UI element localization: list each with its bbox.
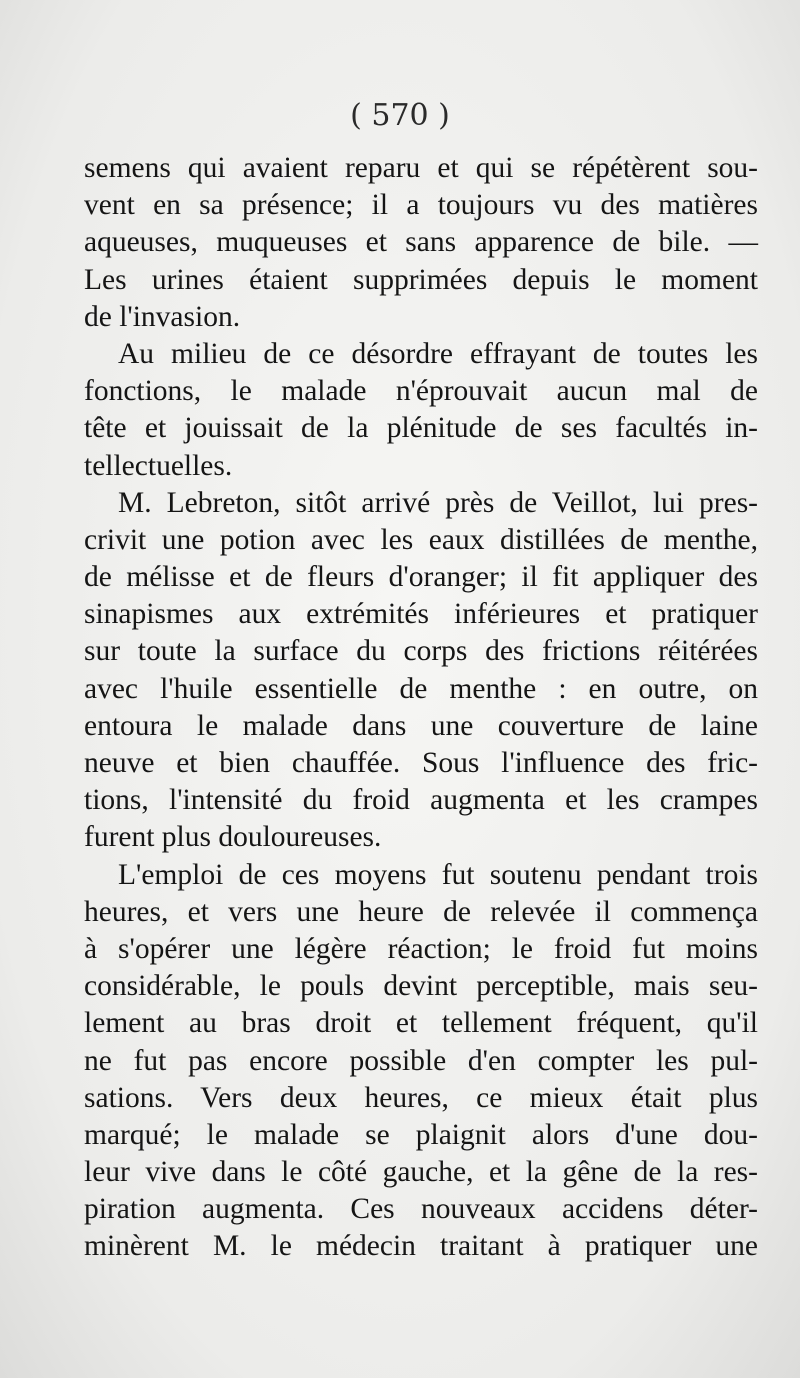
text-line: crivit une potion avec les eaux distillées de menthe,: [84, 523, 758, 556]
text-line: heures, et vers une heure de relevée il commença: [84, 895, 758, 928]
text-line: sinapismes aux extrémités inférieures et pratiquer: [84, 598, 758, 631]
text-line: tions, l'intensité du froid augmenta et les crampes: [84, 784, 758, 817]
text-line: sations. Vers deux heures, ce mieux était plus: [84, 1081, 758, 1114]
page-number-header: ( 570 ): [350, 98, 450, 133]
text-line: de l'invasion.: [84, 300, 241, 333]
text-line: vent en sa présence; il a toujours vu des matières: [84, 189, 758, 222]
text-line: entoura le malade dans une couverture de laine: [84, 709, 758, 742]
text-line: tête et jouissait de la plénitude de ses facultés in-: [84, 412, 758, 445]
text-line: fonctions, le malade n'éprouvait aucun mal de: [84, 375, 758, 408]
text-line: M. Lebreton, sitôt arrivé près de Veillot, lui pres-: [118, 486, 758, 519]
text-line: Les urines étaient supprimées depuis le moment: [84, 263, 758, 296]
text-line: semens qui avaient reparu et qui se répétèrent sou-: [84, 152, 758, 184]
text-line: tellectuelles.: [84, 449, 233, 482]
text-line: aqueuses, muqueuses et sans apparence de bile. —: [84, 226, 758, 259]
text-line: minèrent M. le médecin traitant à pratiquer une: [84, 1230, 758, 1263]
body-text: [84, 150, 758, 1266]
text-line: lement au bras droit et tellement fréquent, qu'il: [84, 1007, 758, 1040]
text-line: ne fut pas encore possible d'en compter les pul-: [84, 1044, 758, 1077]
text-line: L'emploi de ces moyens fut soutenu pendant trois: [118, 858, 758, 891]
text-line: considérable, le pouls devint perceptible, mais seu-: [84, 970, 758, 1003]
text-line: avec l'huile essentielle de menthe : en outre, on: [84, 672, 758, 705]
text-line: marqué; le malade se plaignit alors d'une dou-: [84, 1118, 758, 1151]
text-line: à s'opérer une légère réaction; le froid fut moins: [84, 932, 758, 965]
text-line: furent plus douloureuses.: [84, 821, 382, 854]
text-line: neuve et bien chauffée. Sous l'influence des fric-: [84, 747, 758, 779]
text-line: piration augmenta. Ces nouveaux accidens déter-: [84, 1193, 758, 1226]
text-line: leur vive dans le côté gauche, et la gêne de la res-: [84, 1156, 758, 1189]
text-line: de mélisse et de fleurs d'oranger; il fit appliquer des: [84, 561, 758, 594]
text-line: sur toute la surface du corps des frictions réitérées: [84, 635, 758, 668]
text-line: Au milieu de ce désordre effrayant de toutes les: [118, 337, 758, 370]
